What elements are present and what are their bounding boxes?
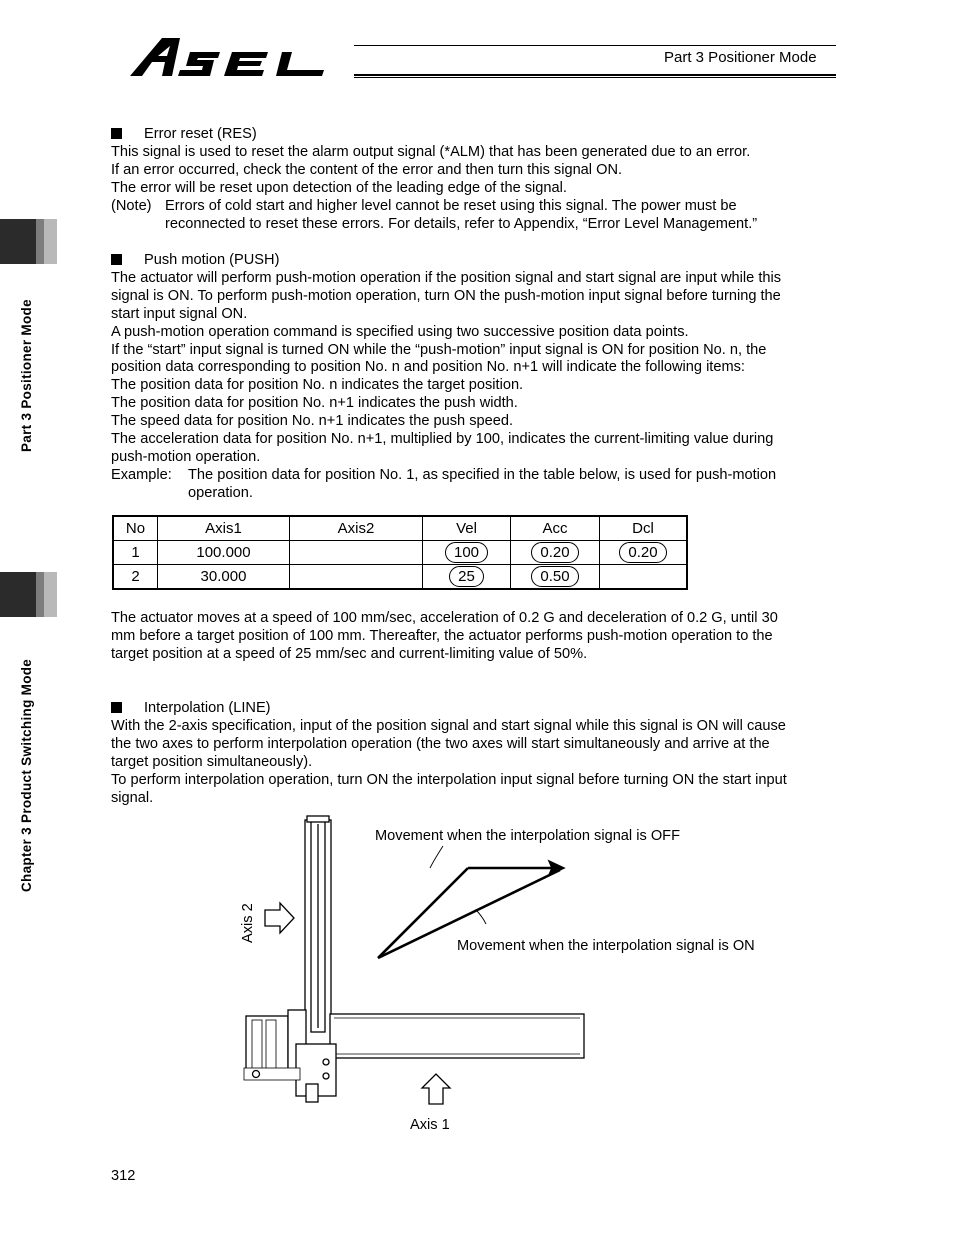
axis2-arrow — [265, 903, 294, 933]
table-row — [113, 541, 687, 565]
error-reset-heading: Error reset (RES) — [111, 125, 257, 143]
interp-line: With the 2-axis specification, input of the position signal and start signal while this signal is ON will cause — [111, 718, 786, 734]
note-line: Errors of cold start and higher level cannot be reset using this signal. The power must be — [165, 198, 737, 214]
interp-line: signal. — [111, 790, 154, 806]
label-interpolation-off: Movement when the interpolation signal is OFF — [375, 828, 680, 844]
label-axis2: Axis 2 — [240, 903, 256, 943]
table-header-cell: Dcl — [600, 516, 688, 541]
header-rule-bottom-thin — [354, 77, 836, 78]
interp-line: To perform interpolation operation, turn ON the interpolation input signal before turning ON the start input — [111, 772, 787, 788]
note-line: reconnected to reset these errors. For details, refer to Appendix, “Error Level Management.” — [165, 216, 758, 232]
push-after-line: mm before a target position of 100 mm. Thereafter, the actuator performs push-motion operation to the — [111, 628, 773, 644]
table-row — [113, 565, 687, 590]
push-line: push-motion operation. — [111, 449, 261, 465]
push-line: position data corresponding to position No. n and position No. n+1 will indicate the following items: — [111, 359, 745, 375]
circled-value: 100 — [454, 544, 479, 561]
page-number: 312 — [111, 1168, 136, 1184]
table-cell — [600, 541, 688, 565]
circled-value: 0.50 — [540, 568, 569, 585]
push-line: A push-motion operation command is specified using two successive position data points. — [111, 324, 689, 340]
table-header-cell: Vel — [423, 516, 511, 541]
label-interpolation-on: Movement when the interpolation signal is ON — [457, 938, 755, 954]
side-label-part3: Part 3 Positioner Mode — [19, 299, 34, 452]
circled-value: 0.20 — [628, 544, 657, 561]
bullet-square — [111, 254, 122, 265]
push-line: The position data for position No. n+1 indicates the push width. — [111, 395, 518, 411]
table-cell — [423, 541, 511, 565]
side-tab-part3 — [0, 219, 57, 264]
leader-off — [430, 846, 443, 868]
bullet-square — [111, 128, 122, 139]
header-section-title: Part 3 Positioner Mode — [664, 49, 817, 66]
axis1-arrow — [422, 1074, 450, 1104]
example-label: Example: — [111, 467, 172, 483]
error-reset-line: If an error occurred, check the content of the error and then turn this signal ON. — [111, 162, 623, 178]
asel-logo — [128, 32, 350, 80]
table-header-row — [113, 516, 687, 541]
path-interpolation-off — [378, 868, 468, 958]
push-line: The acceleration data for position No. n+1, multiplied by 100, indicates the current-limiting value during — [111, 431, 774, 447]
circled-value: 0.20 — [540, 544, 569, 561]
table-cell — [600, 565, 688, 590]
interp-line: target position simultaneously). — [111, 754, 313, 770]
leader-on — [476, 910, 486, 924]
table-header-cell: No — [113, 516, 158, 541]
interpolation-diagram — [230, 812, 810, 1112]
header-rule-top — [354, 45, 836, 46]
circled-value: 25 — [458, 568, 475, 585]
side-tab-chapter3 — [0, 572, 57, 617]
table-cell — [423, 565, 511, 590]
error-reset-line: The error will be reset upon detection of the leading edge of the signal. — [111, 180, 567, 196]
side-label-chapter3: Chapter 3 Product Switching Mode — [19, 658, 34, 892]
table-header-cell: Axis1 — [158, 516, 290, 541]
table-cell: 2 — [113, 565, 158, 590]
table-cell: 30.000 — [158, 565, 290, 590]
table-cell — [290, 565, 423, 590]
table-cell — [290, 541, 423, 565]
header-rule-bottom — [354, 74, 836, 76]
interp-line: the two axes to perform interpolation operation (the two axes will start simultaneously and arrive at the — [111, 736, 770, 752]
position-table — [112, 515, 688, 590]
table-cell: 1 — [113, 541, 158, 565]
push-after-line: The actuator moves at a speed of 100 mm/sec, acceleration of 0.2 G and deceleration of 0.2 G, until 30 — [111, 610, 778, 626]
push-motion-heading: Push motion (PUSH) — [111, 251, 279, 269]
push-line: The position data for position No. n indicates the target position. — [111, 377, 524, 393]
table-header-cell: Acc — [511, 516, 600, 541]
interpolation-heading: Interpolation (LINE) — [111, 699, 271, 717]
push-line: signal is ON. To perform push-motion operation, turn ON the push-motion input signal before turning the — [111, 288, 781, 304]
bullet-square — [111, 702, 122, 713]
example-line: The position data for position No. 1, as specified in the table below, is used for push-motion — [188, 467, 777, 483]
example-line: operation. — [188, 485, 253, 501]
push-after-line: target position at a speed of 25 mm/sec and current-limiting value of 50%. — [111, 646, 588, 662]
table-cell: 100.000 — [158, 541, 290, 565]
push-line: The speed data for position No. n+1 indicates the push speed. — [111, 413, 514, 429]
table-cell — [511, 565, 600, 590]
table-header-cell: Axis2 — [290, 516, 423, 541]
push-line: start input signal ON. — [111, 306, 248, 322]
push-line: The actuator will perform push-motion operation if the position signal and start signal are input while this — [111, 270, 782, 286]
error-reset-line: This signal is used to reset the alarm output signal (*ALM) that has been generated due to an error. — [111, 144, 751, 160]
table-cell — [511, 541, 600, 565]
axis1-actuator — [330, 1014, 584, 1058]
note-label: (Note) — [111, 198, 152, 214]
push-line: If the “start” input signal is turned ON while the “push-motion” input signal is ON for position No. n, the — [111, 342, 767, 358]
label-axis1: Axis 1 — [410, 1117, 450, 1133]
